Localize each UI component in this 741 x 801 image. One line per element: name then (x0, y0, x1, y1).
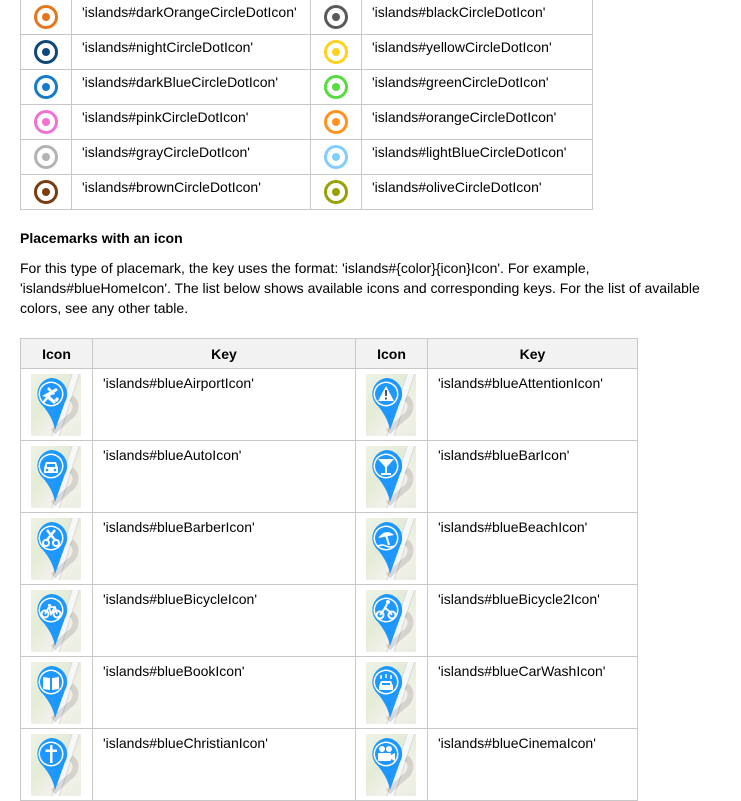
airplane-icon (31, 374, 81, 436)
table-row (21, 585, 638, 657)
beach-umbrella-icon (366, 518, 416, 580)
table-row (21, 441, 638, 513)
table-row (21, 105, 593, 140)
icon-key: 'islands#greenCircleDotIcon' (362, 70, 593, 105)
scissors-icon (31, 518, 81, 580)
icon-key: 'islands#brownCircleDotIcon' (72, 175, 311, 210)
map-thumbnail (366, 734, 416, 796)
column-header-key: Key (93, 339, 356, 369)
icon-key: 'islands#yellowCircleDotIcon' (362, 35, 593, 70)
book-icon (31, 662, 81, 724)
icon-key: 'islands#blueAttentionIcon' (428, 369, 638, 441)
circle-dot-icon (34, 110, 58, 134)
icon-key: 'islands#blueAirportIcon' (93, 369, 356, 441)
icon-key: 'islands#blackCircleDotIcon' (362, 0, 593, 35)
table-row (21, 657, 638, 729)
table-header-row (21, 339, 638, 369)
cross-icon (31, 734, 81, 796)
circle-dot-icon (34, 75, 58, 99)
placemark-icon-table (20, 338, 638, 801)
icon-key: 'islands#blueAutoIcon' (93, 441, 356, 513)
cyclist-icon (366, 590, 416, 652)
icon-key: 'islands#blueBicycleIcon' (93, 585, 356, 657)
table-row (21, 369, 638, 441)
circle-dot-icon (34, 40, 58, 64)
icon-key: 'islands#orangeCircleDotIcon' (362, 105, 593, 140)
table-row (21, 0, 593, 35)
icon-key: 'islands#grayCircleDotIcon' (72, 140, 311, 175)
map-thumbnail (31, 734, 81, 796)
circle-dot-icon (324, 110, 348, 134)
table-row (21, 140, 593, 175)
circle-dot-icon (324, 75, 348, 99)
table-row (21, 175, 593, 210)
map-thumbnail (366, 374, 416, 436)
circle-dot-icon (34, 5, 58, 29)
map-thumbnail (366, 446, 416, 508)
icon-key: 'islands#oliveCircleDotIcon' (362, 175, 593, 210)
table-row (21, 35, 593, 70)
circle-dot-icon (324, 5, 348, 29)
column-header-icon: Icon (21, 339, 93, 369)
icon-key: 'islands#nightCircleDotIcon' (72, 35, 311, 70)
column-header-icon: Icon (356, 339, 428, 369)
map-thumbnail (366, 518, 416, 580)
car-icon (31, 446, 81, 508)
circle-dot-icon (324, 40, 348, 64)
map-thumbnail (31, 446, 81, 508)
icon-key: 'islands#blueBarberIcon' (93, 513, 356, 585)
table-row (21, 729, 638, 801)
icon-key: 'islands#blueBicycle2Icon' (428, 585, 638, 657)
circle-dot-icon (34, 145, 58, 169)
circle-dot-icon (324, 145, 348, 169)
circle-dot-icon (324, 180, 348, 204)
table-row (21, 70, 593, 105)
icon-key: 'islands#blueBookIcon' (93, 657, 356, 729)
movie-camera-icon (366, 734, 416, 796)
icon-key: 'islands#lightBlueCircleDotIcon' (362, 140, 593, 175)
icon-key: 'islands#blueChristianIcon' (93, 729, 356, 801)
circle-dot-icon (34, 180, 58, 204)
icon-key: 'islands#blueCinemaIcon' (428, 729, 638, 801)
icon-key: 'islands#blueCarWashIcon' (428, 657, 638, 729)
attention-icon (366, 374, 416, 436)
car-wash-icon (366, 662, 416, 724)
map-thumbnail (31, 374, 81, 436)
map-thumbnail (31, 518, 81, 580)
icon-key: 'islands#darkBlueCircleDotIcon' (72, 70, 311, 105)
table-row (21, 513, 638, 585)
section-heading: Placemarks with an icon (20, 230, 183, 246)
column-header-key: Key (428, 339, 638, 369)
circle-dot-icon-table (20, 0, 593, 210)
map-thumbnail (31, 590, 81, 652)
map-thumbnail (31, 662, 81, 724)
icon-key: 'islands#blueBeachIcon' (428, 513, 638, 585)
section-description: For this type of placemark, the key uses the format: 'islands#{color}{icon}Icon'. For example, 'islands#blueHomeIcon'. The list below shows available icons and corresponding keys. For the list of available colors, see any other table. (20, 260, 700, 316)
map-thumbnail (366, 590, 416, 652)
cocktail-icon (366, 446, 416, 508)
icon-key: 'islands#darkOrangeCircleDotIcon' (72, 0, 311, 35)
icon-key: 'islands#pinkCircleDotIcon' (72, 105, 311, 140)
map-thumbnail (366, 662, 416, 724)
icon-key: 'islands#blueBarIcon' (428, 441, 638, 513)
bicycle-icon (31, 590, 81, 652)
